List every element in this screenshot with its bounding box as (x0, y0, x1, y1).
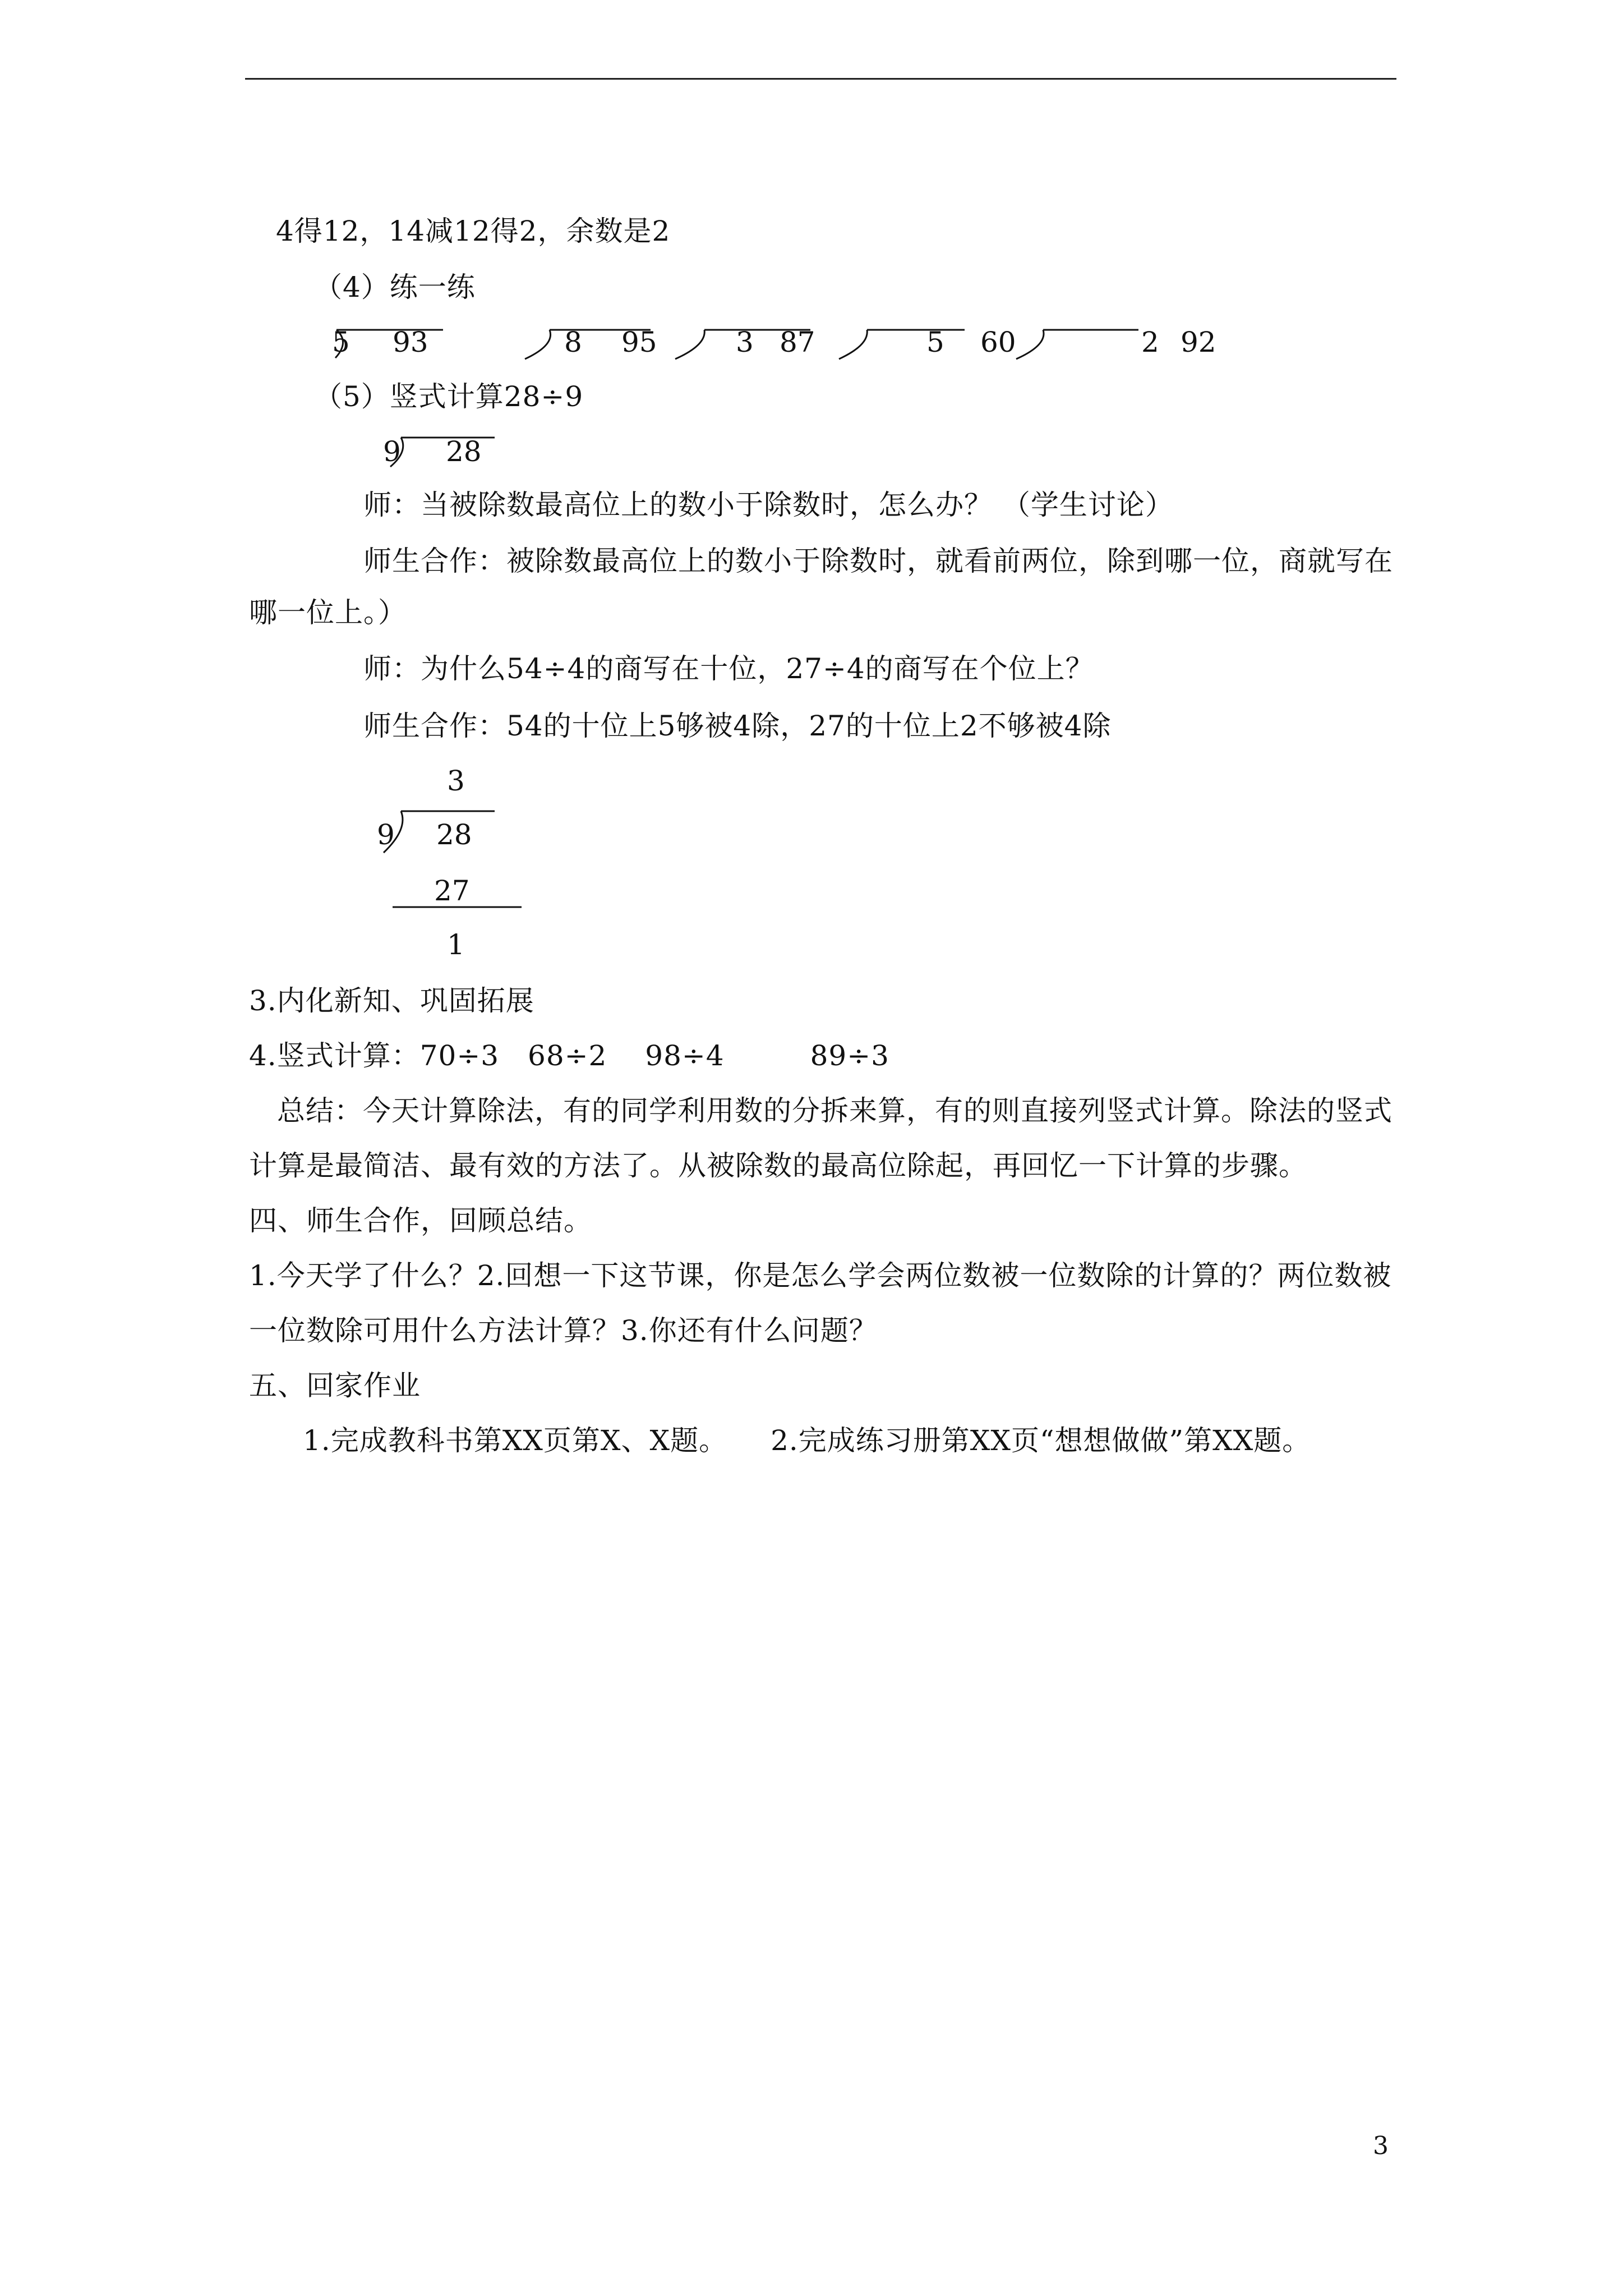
practice-5-divisor: 2 (1141, 326, 1159, 358)
page-number: 3 (1373, 2132, 1389, 2160)
practice-2-dividend: 95 (621, 326, 657, 358)
teacher-question-2: 师：为什么54÷4的商写在十位，27÷4的商写在个位上？ (363, 652, 1094, 685)
teacher-student-answer-1: 师生合作：被除数最高位上的数小于除数时，就看前两位，除到哪一位，商就写在 (363, 545, 1393, 577)
section-heading-homework: 五、回家作业 (249, 1369, 421, 1402)
example-full-product: 27 (434, 875, 470, 907)
practice-3-dividend: 87 (780, 326, 815, 358)
section-vertical-calc-heading: （5）竖式计算28÷9 (314, 380, 584, 413)
summary-line-1: 总结：今天计算除法，有的同学利用数的分拆来算，有的则直接列竖式计算。除法的竖式 (277, 1094, 1393, 1127)
section-heading-4: 4.竖式计算：70÷3 68÷2 98÷4 89÷3 (249, 1039, 889, 1072)
practice-1-dividend: 93 (393, 326, 428, 358)
example-full-remainder: 1 (447, 928, 465, 961)
section-heading-3: 3.内化新知、巩固拓展 (249, 984, 534, 1017)
example-small-dividend: 28 (446, 435, 482, 468)
teacher-student-answer-1-cont: 哪一位上。） (249, 596, 407, 629)
example-full-quotient: 3 (447, 765, 465, 797)
teacher-question-1: 师：当被除数最高位上的数小于除数时，怎么办？ （学生讨论） (363, 489, 1174, 521)
example-full-divisor: 9 (377, 818, 395, 851)
example-full-dividend: 28 (436, 818, 472, 851)
section-practice-heading: （4）练一练 (314, 271, 476, 303)
text-line-1: 4得12，14减12得2，余数是2 (276, 215, 671, 247)
teacher-student-answer-2: 师生合作：54的十位上5够被4除，27的十位上2不够被4除 (363, 710, 1112, 742)
review-line-1: 1.今天学了什么？2.回想一下这节课，你是怎么学会两位数被一位数除的计算的？两位数被 (249, 1259, 1392, 1292)
example-small-divisor: 9 (383, 435, 401, 468)
practice-bracket-5 (1016, 330, 1138, 359)
practice-5-dividend: 92 (1181, 326, 1216, 358)
practice-4-divisor: 5 (926, 326, 944, 358)
review-line-2: 一位数除可用什么方法计算？3.你还有什么问题？ (249, 1314, 878, 1347)
header-rule (245, 78, 1396, 80)
section-heading-review: 四、师生合作，回顾总结。 (249, 1204, 592, 1237)
practice-4-dividend: 60 (980, 326, 1016, 358)
summary-line-2: 计算是最简洁、最有效的方法了。从被除数的最高位除起，再回忆一下计算的步骤。 (249, 1149, 1307, 1182)
practice-2-divisor: 8 (564, 326, 582, 358)
practice-1-divisor: 5 (332, 326, 350, 358)
practice-3-divisor: 3 (736, 326, 754, 358)
practice-bracket-4 (839, 330, 965, 359)
homework-line: 1.完成教科书第XX页第X、X题。 2.完成练习册第XX页“想想做做”第XX题。 (303, 1424, 1311, 1457)
